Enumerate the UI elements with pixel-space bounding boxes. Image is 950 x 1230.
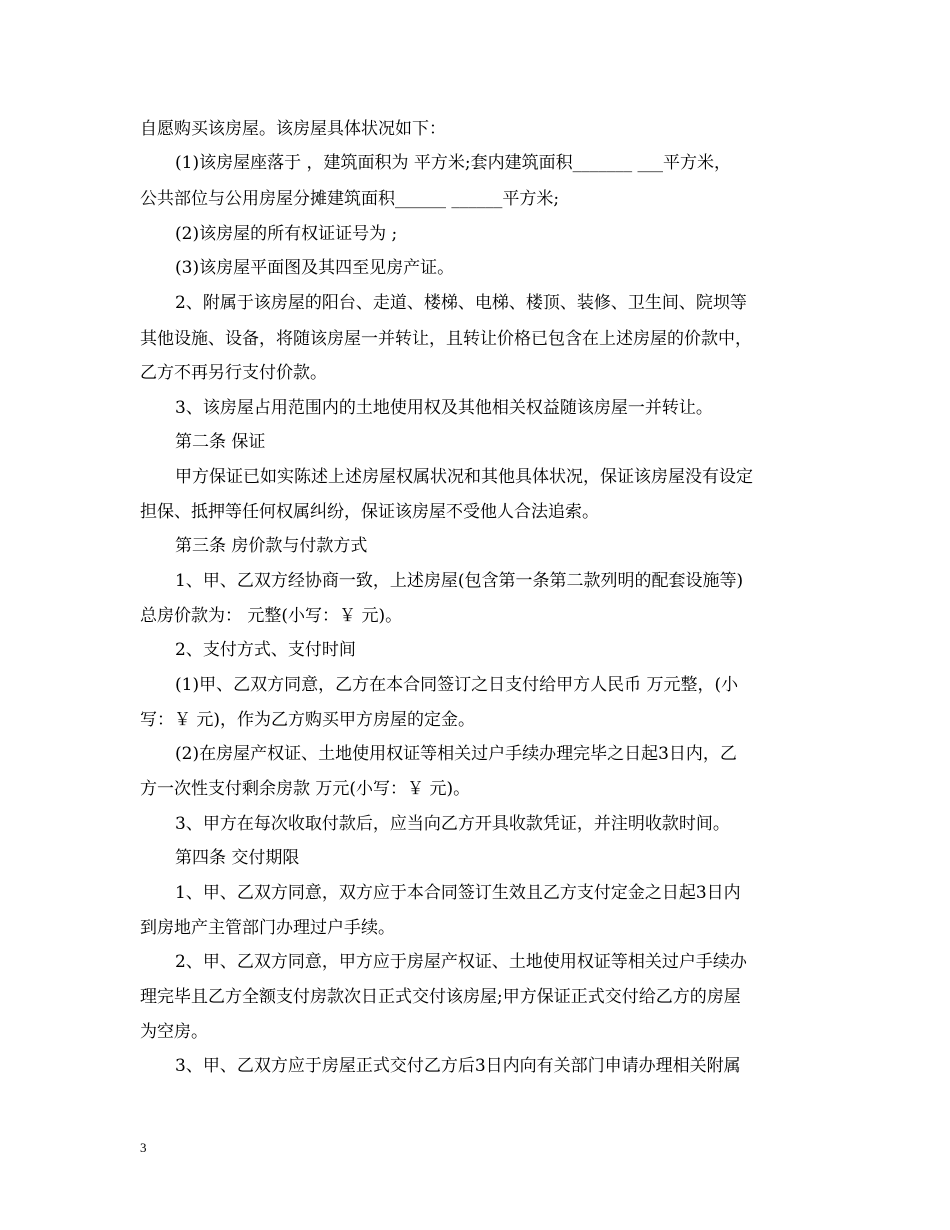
text-line: 总房价款为： 元整(小写：￥ 元)。 [140,606,403,626]
text-line: 第四条 交付期限 [175,848,300,868]
text-line: 3、该房屋占用范围内的土地使用权及其他相关权益随该房屋一并转让。 [175,398,713,418]
text-line: 写：￥ 元)，作为乙方购买甲方房屋的定金。 [140,710,476,730]
text-line: 方一次性支付剩余房款 万元(小写：￥ 元)。 [140,779,471,799]
text-line: 乙方不再另行支付价款。 [140,363,327,383]
text-line: 公共部位与公用房屋分摊建筑面积______ ______平方米; [140,189,560,209]
text-line: 3、甲方在每次收取付款后，应当向乙方开具收款凭证，并注明收款时间。 [175,814,730,834]
text-line: 1、甲、乙双方经协商一致，上述房屋(包含第一条第二款列明的配套设施等) [175,571,744,591]
text-line: 甲方保证已如实陈述上述房屋权属状况和其他具体状况，保证该房屋没有设定 [175,467,753,487]
text-line: 为空房。 [140,1022,208,1042]
text-line: (3)该房屋平面图及其四至见房产证。 [175,258,455,278]
text-line: 第三条 房价款与付款方式 [175,536,368,556]
text-line: 自愿购买该房屋。该房屋具体状况如下： [140,119,446,139]
text-line: 2、甲、乙双方同意，甲方应于房屋产权证、土地使用权证等相关过户手续办 [175,952,747,972]
text-line: (2)该房屋的所有权证证号为 ; [175,224,398,244]
text-line: 理完毕且乙方全额支付房款次日正式交付该房屋;甲方保证正式交付给乙方的房屋 [140,987,741,1007]
text-line: 1、甲、乙双方同意，双方应于本合同签订生效且乙方支付定金之日起3日内 [175,883,741,903]
text-line: 2、附属于该房屋的阳台、走道、楼梯、电梯、楼顶、装修、卫生间、院坝等 [175,293,747,313]
text-line: 担保、抵押等任何权属纠纷，保证该房屋不受他人合法追索。 [140,502,599,522]
text-line: 到房地产主管部门办理过户手续。 [140,918,395,938]
text-line: 2、支付方式、支付时间 [175,640,356,660]
text-line: (1)甲、乙双方同意，乙方在本合同签订之日支付给甲方人民币 万元整，(小 [175,675,739,695]
text-line: 3、甲、乙双方应于房屋正式交付乙方后3日内向有关部门申请办理相关附属 [175,1056,741,1076]
text-line: 其他设施、设备，将随该房屋一并转让，且转让价格已包含在上述房屋的价款中， [140,329,752,349]
text-line: (2)在房屋产权证、土地使用权证等相关过户手续办理完毕之日起3日内，乙 [175,744,737,764]
text-line: (1)该房屋座落于 ，建筑面积为 平方米;套内建筑面积_______ ___平方米， [175,153,732,173]
text-line: 第二条 保证 [175,432,266,452]
page-number: 3 [140,1140,147,1155]
